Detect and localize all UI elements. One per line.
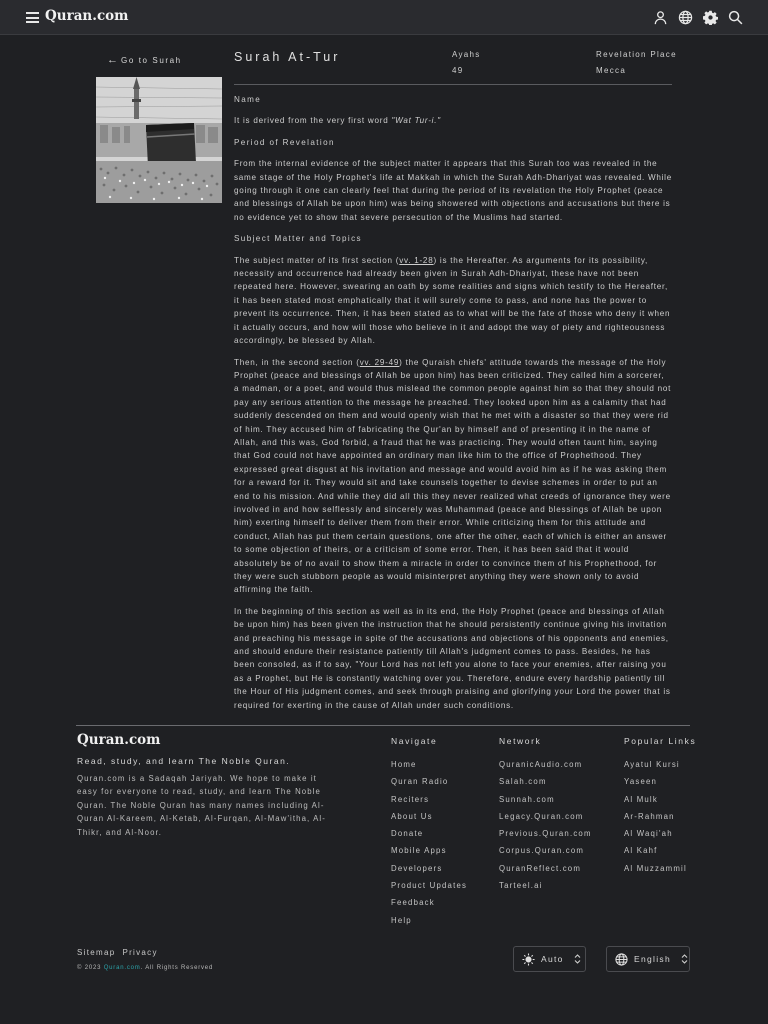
copyright-prefix: © 2023 — [77, 965, 104, 971]
footer-link-mobile-apps[interactable]: Mobile Apps — [391, 846, 447, 856]
network-links — [499, 760, 592, 898]
footer-link-al-muzzammil[interactable]: Al Muzzammil — [624, 863, 687, 873]
subject-heading: Subject Matter and Topics — [234, 234, 362, 244]
copyright — [77, 965, 213, 971]
revelation-place-label: Revelation Place — [596, 50, 677, 59]
privacy-link[interactable]: Privacy — [122, 948, 158, 957]
verse-link[interactable]: vv. 1-28 — [399, 255, 434, 265]
go-to-surah-link[interactable] — [107, 54, 182, 66]
go-to-surah-label: Go to Surah — [121, 56, 182, 65]
footer-link-previous[interactable]: Previous.Quran.com — [499, 829, 592, 839]
subject-paragraph-1 — [234, 254, 672, 348]
sun-icon — [522, 953, 535, 966]
subject-paragraph-3: In the beginning of this section as well as in its end, the Holy Prophet (peace and blessings of Allah be upon him) has been given the instruction that he should persistently continue giving his invitation and preaching his message in spite of the accusations and objections of his opponents and enemies, and should endure their resistance patiently till Allah's judgment comes to pass. Besides, he has been consoled, as if to say, "Your Lord has not left you alone to face your enemies, after raising you as a Prophet, but He is constantly watching over you. Therefore, endure every hardship patiently till the Hour of His judgment comes, and seek through praising and glorifying your Lord the power that is required for exerting in the cause of Allah under such conditions. — [234, 606, 671, 710]
header-divider — [234, 84, 672, 85]
menu-icon[interactable] — [26, 12, 39, 23]
search-icon[interactable] — [728, 10, 743, 25]
chevron-updown-icon — [680, 954, 689, 964]
subject-text: The subject matter of its first section ( — [234, 255, 400, 265]
name-text: It is derived from the very first word — [234, 116, 392, 126]
popular-links-title: Popular Links — [624, 736, 697, 746]
language-label: English — [634, 954, 671, 964]
surah-info-article — [234, 93, 672, 720]
footer-link-yaseen[interactable]: Yaseen — [624, 777, 658, 787]
subject-paragraph-2 — [234, 356, 672, 597]
footer-link-quranreflect[interactable]: QuranReflect.com — [499, 863, 582, 873]
chevron-updown-icon — [573, 954, 582, 964]
revelation-place-value: Mecca — [596, 66, 627, 75]
footer-link-ayatul-kursi[interactable]: Ayatul Kursi — [624, 760, 680, 769]
footer-tagline: Read, study, and learn The Noble Quran. — [77, 756, 291, 766]
brand-logo[interactable]: Quran.com — [45, 8, 129, 24]
verse-link[interactable]: vv. 29-49 — [359, 357, 400, 367]
theme-selector[interactable] — [513, 946, 586, 972]
footer-link-about-us[interactable]: About Us — [391, 811, 433, 821]
footer-link-ar-rahman[interactable]: Ar-Rahman — [624, 811, 675, 821]
footer-link-al-mulk[interactable]: Al Mulk — [624, 794, 658, 804]
globe-icon[interactable] — [678, 10, 693, 25]
popular-links — [624, 760, 687, 881]
footer-link-sunnah[interactable]: Sunnah.com — [499, 794, 555, 804]
name-quote: "Wat Tur-i." — [391, 116, 441, 126]
footer-description: Quran.com is a Sadaqah Jariyah. We hope to make it easy for everyone to read, study, and learn The Noble Quran. The Noble Quran has many names including Al-Quran Al-Kareem, Al-Ketab, Al-Furqan, Al-Maw'itha, Al-Thikr, and Al-Noor. — [77, 774, 326, 837]
footer-link-donate[interactable]: Donate — [391, 829, 424, 839]
user-icon[interactable] — [653, 10, 668, 25]
sitemap-link[interactable]: Sitemap — [77, 948, 116, 957]
footer-link-product-updates[interactable]: Product Updates — [391, 881, 468, 891]
network-title: Network — [499, 736, 542, 746]
footer-bottom-links — [77, 948, 158, 957]
ayahs-label: Ayahs — [452, 50, 481, 59]
arrow-left-icon: ← — [107, 54, 118, 66]
footer-link-legacy[interactable]: Legacy.Quran.com — [499, 811, 584, 821]
footer-link-al-waqiah[interactable]: Al Waqi'ah — [624, 829, 673, 839]
theme-label: Auto — [541, 954, 564, 964]
footer-link-home[interactable]: Home — [391, 760, 417, 769]
footer-brand-logo[interactable]: Quran.com — [77, 732, 161, 748]
footer-link-quran-radio[interactable]: Quran Radio — [391, 777, 449, 787]
copyright-suffix: . All Rights Reserved — [140, 965, 214, 971]
footer-link-corpus[interactable]: Corpus.Quran.com — [499, 846, 585, 856]
footer-link-feedback[interactable]: Feedback — [391, 898, 435, 908]
subject-text: ) is the Hereafter. As arguments for its possibility, necessity and occurrence had already been given in Surah Adh-Dhariyat, these have not been repeated here. However, swearing an oath by some realities and signs which testify to the Hereafter, it has been stated most emphatically that it will surely come to pass, and none has the power to prevent its occurrence. Then, it has been stated as to what will be the fate of those who deny it when it actually occurs, and how will those who believe in it and adopt the way of piety and righteousness accordingly, be blessed by Allah. — [234, 255, 671, 346]
language-selector[interactable] — [606, 946, 690, 972]
footer-link-developers[interactable]: Developers — [391, 863, 443, 873]
navigate-title: Navigate — [391, 736, 438, 746]
gear-icon[interactable] — [703, 10, 718, 25]
copyright-link[interactable]: Quran.com — [103, 965, 141, 971]
name-heading: Name — [234, 95, 262, 104]
footer-divider — [76, 725, 690, 726]
name-paragraph — [234, 114, 672, 127]
surah-illustration — [96, 77, 222, 203]
footer-link-salah[interactable]: Salah.com — [499, 777, 547, 787]
footer-link-help[interactable]: Help — [391, 915, 412, 925]
footer-link-quranicaudio[interactable]: QuranicAudio.com — [499, 760, 583, 769]
ayahs-value: 49 — [452, 66, 464, 75]
period-paragraph: From the internal evidence of the subject matter it appears that this Surah too was revealed in the same stage of the Holy Prophet's life at Makkah in which the Surah Adh-Dhariyat was revealed. While going through it one can clearly feel that during the period of its revelation the Holy Prophet (peace and blessings of Allah be upon him) was being showered with objections and accusations but there is no evidence yet to show that severe persecution of the Muslims had started. — [234, 159, 672, 222]
subject-text: ) the Quraish chiefs' attitude towards the message of the Holy Prophet (peace and blessings of Allah be upon him) has been criticized. They called him a sorcerer, a madman, or a poet, and would thus mislead the common people against him so that they should not pay any serious attention to the message he preached. They looked upon him as a calamity that had suddenly descended on them and would openly wish that he met with a disaster so that they were rid of him. They accused him of fabricating the Qur'an by himself and of presenting it in the name of Allah, and this was, God forbid, a fraud that he was practicing. They would often taunt him, saying that God could not have appointed an ordinary man like him to the office of Prophethood. They expressed great disgust at his invitation and message and would avoid him as if he was asking them for a reward for it. They would sit and take counsels together to devise schemes in order to put an end to his mission. And while they did all this they never realized what creeds of ignorance they were involved in and how selflessly and sincerely was Muhammad (peace and blessings of Allah be upon him) exerting himself to deliver them from their error. While criticizing them for this attitude and conduct, Allah has put them certain questions, one after the other, each of which is either an answer to some objection of theirs, or a criticism of some error. Then, it has been said that it would absolutely be of no avail to show them a miracle in order to convince them of his Prophethood, for they were such stubborn people as would misinterpret anything they were shown only to avoid affirming the faith. — [234, 357, 672, 595]
navigate-links — [391, 760, 467, 933]
surah-title: Surah At-Tur — [234, 50, 341, 64]
footer-link-al-kahf[interactable]: Al Kahf — [624, 846, 658, 856]
subject-text: Then, in the second section ( — [234, 357, 360, 367]
footer-link-reciters[interactable]: Reciters — [391, 794, 430, 804]
footer-link-tarteel[interactable]: Tarteel.ai — [499, 881, 543, 891]
top-navbar — [0, 0, 768, 35]
period-heading: Period of Revelation — [234, 137, 335, 147]
globe-icon — [615, 953, 628, 966]
